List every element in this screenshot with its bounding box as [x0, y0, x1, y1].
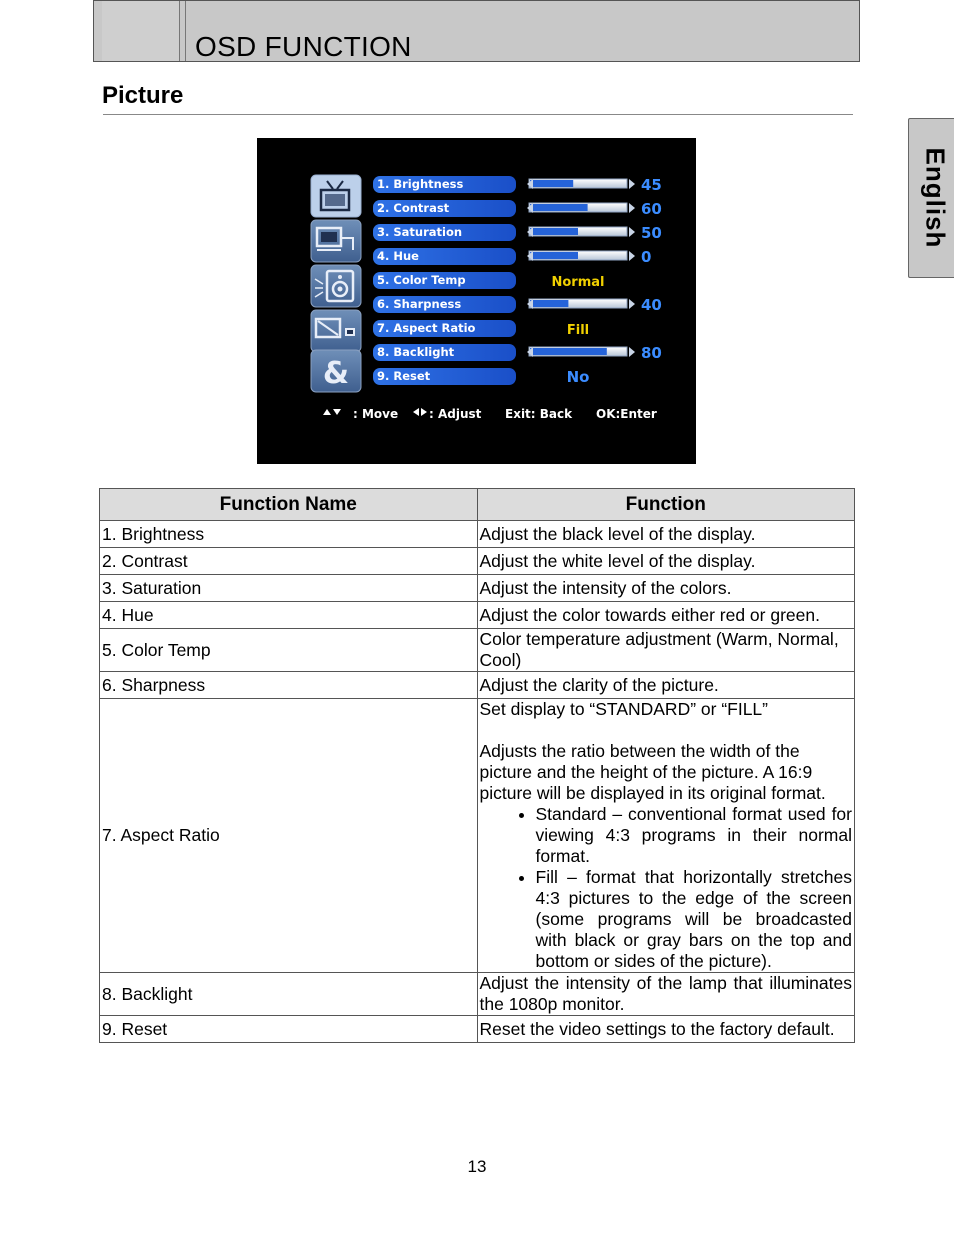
- header-tab-cell: [102, 1, 180, 61]
- osd-slider-fill: [530, 228, 578, 235]
- table-row: [100, 1016, 855, 1043]
- aspect-intro: Set display to “STANDARD” or “FILL”: [479, 699, 768, 719]
- function-name-cell: 1. Brightness: [100, 521, 478, 548]
- aspect-paragraph: Adjusts the ratio between the width of the picture and the height of the picture. A 16:9 picture will be displayed in its original format.: [479, 741, 826, 803]
- function-desc-cell: Adjust the intensity of the lamp that illuminates the 1080p monitor.: [477, 973, 855, 1016]
- osd-item-label: 2. Contrast: [377, 201, 450, 215]
- osd-icon-column: [311, 175, 361, 392]
- header-divider: [185, 1, 186, 61]
- table-header-function: Function: [477, 489, 855, 521]
- function-name-cell: 2. Contrast: [100, 548, 478, 575]
- language-tab-label: English: [920, 147, 950, 249]
- osd-screenshot: [257, 138, 696, 464]
- osd-item-label: 9. Reset: [377, 369, 431, 383]
- table-row: [100, 602, 855, 629]
- misc-ampersand-icon: [311, 350, 361, 392]
- table-row: [100, 548, 855, 575]
- function-desc-cell: Adjust the white level of the display.: [477, 548, 855, 575]
- tv-picture-icon: [311, 175, 361, 217]
- function-desc-cell: Adjust the intensity of the colors.: [477, 575, 855, 602]
- page-number: 13: [467, 1157, 487, 1176]
- pip-icon: [311, 310, 361, 352]
- osd-item-value: 50: [641, 224, 662, 242]
- osd-item-label: 1. Brightness: [377, 177, 464, 191]
- function-name-cell: 8. Backlight: [100, 973, 478, 1016]
- table-row: [100, 629, 855, 672]
- osd-slider-fill: [530, 204, 588, 211]
- function-desc-cell: Color temperature adjustment (Warm, Normal, Cool): [477, 629, 855, 672]
- header-bar: [93, 0, 860, 62]
- audio-speaker-icon: [311, 265, 361, 307]
- page-title: OSD FUNCTION: [195, 31, 412, 62]
- svg-text:&: &: [322, 356, 350, 391]
- list-item: • Fill – format that horizontally stretches 4:3 pictures to the edge of the screen (some programs will be broadcasted with black or gray bars on the top and bottom or sides of the picture).: [536, 867, 853, 972]
- table-row-aspect-ratio: [100, 699, 855, 973]
- function-desc-cell: Reset the video settings to the factory default.: [477, 1016, 855, 1043]
- function-name-cell: 9. Reset: [100, 1016, 478, 1043]
- osd-item-label: 4. Hue: [377, 249, 419, 263]
- section-divider: [103, 114, 853, 115]
- osd-slider-fill: [530, 252, 578, 259]
- osd-slider-fill: [530, 300, 568, 307]
- osd-item-label: 7. Aspect Ratio: [377, 321, 476, 335]
- osd-item-value: 0: [641, 248, 652, 266]
- osd-item-label: 5. Color Temp: [377, 273, 466, 287]
- table-row: [100, 521, 855, 548]
- table-header-row: [100, 489, 855, 521]
- osd-hint-move: : Move: [353, 407, 399, 421]
- language-tab: [908, 118, 954, 278]
- osd-item-value: 45: [641, 176, 662, 194]
- osd-slider-fill: [530, 180, 573, 187]
- list-item: • Standard – conventional format used for viewing 4:3 programs in their normal format.: [536, 804, 853, 867]
- osd-item-value: 60: [641, 200, 662, 218]
- table-row: [100, 973, 855, 1016]
- function-table: [99, 488, 855, 1043]
- osd-hint-enter: OK:Enter: [596, 407, 657, 421]
- osd-item-label: 6. Sharpness: [377, 297, 462, 311]
- osd-item-value: 80: [641, 344, 662, 362]
- osd-hint-exit: Exit: Back: [505, 407, 573, 421]
- function-name-cell: 3. Saturation: [100, 575, 478, 602]
- function-name-cell: 5. Color Temp: [100, 629, 478, 672]
- function-name-cell: 6. Sharpness: [100, 672, 478, 699]
- osd-item-value: Fill: [566, 323, 590, 338]
- osd-item-value: 40: [641, 296, 662, 314]
- osd-hint-adjust: : Adjust: [429, 407, 482, 421]
- osd-menu-item[interactable]: [373, 272, 605, 290]
- osd-slider-fill: [530, 348, 607, 355]
- function-desc-cell: Adjust the color towards either red or green.: [477, 602, 855, 629]
- function-desc-cell: Adjust the black level of the display.: [477, 521, 855, 548]
- table-row: [100, 575, 855, 602]
- osd-item-label: 8. Backlight: [377, 345, 455, 359]
- pc-input-icon: [311, 220, 361, 262]
- function-desc-cell: Adjust the clarity of the picture.: [477, 672, 855, 699]
- function-desc-cell: [477, 699, 855, 973]
- osd-item-label: 3. Saturation: [377, 225, 463, 239]
- osd-item-value: Normal: [551, 275, 605, 290]
- aspect-bullet-list: [480, 804, 853, 972]
- table-row: [100, 672, 855, 699]
- function-name-cell: 7. Aspect Ratio: [100, 699, 478, 973]
- section-title: Picture: [102, 82, 184, 109]
- table-header-function-name: Function Name: [100, 489, 478, 521]
- osd-item-value: No: [566, 368, 590, 386]
- function-name-cell: 4. Hue: [100, 602, 478, 629]
